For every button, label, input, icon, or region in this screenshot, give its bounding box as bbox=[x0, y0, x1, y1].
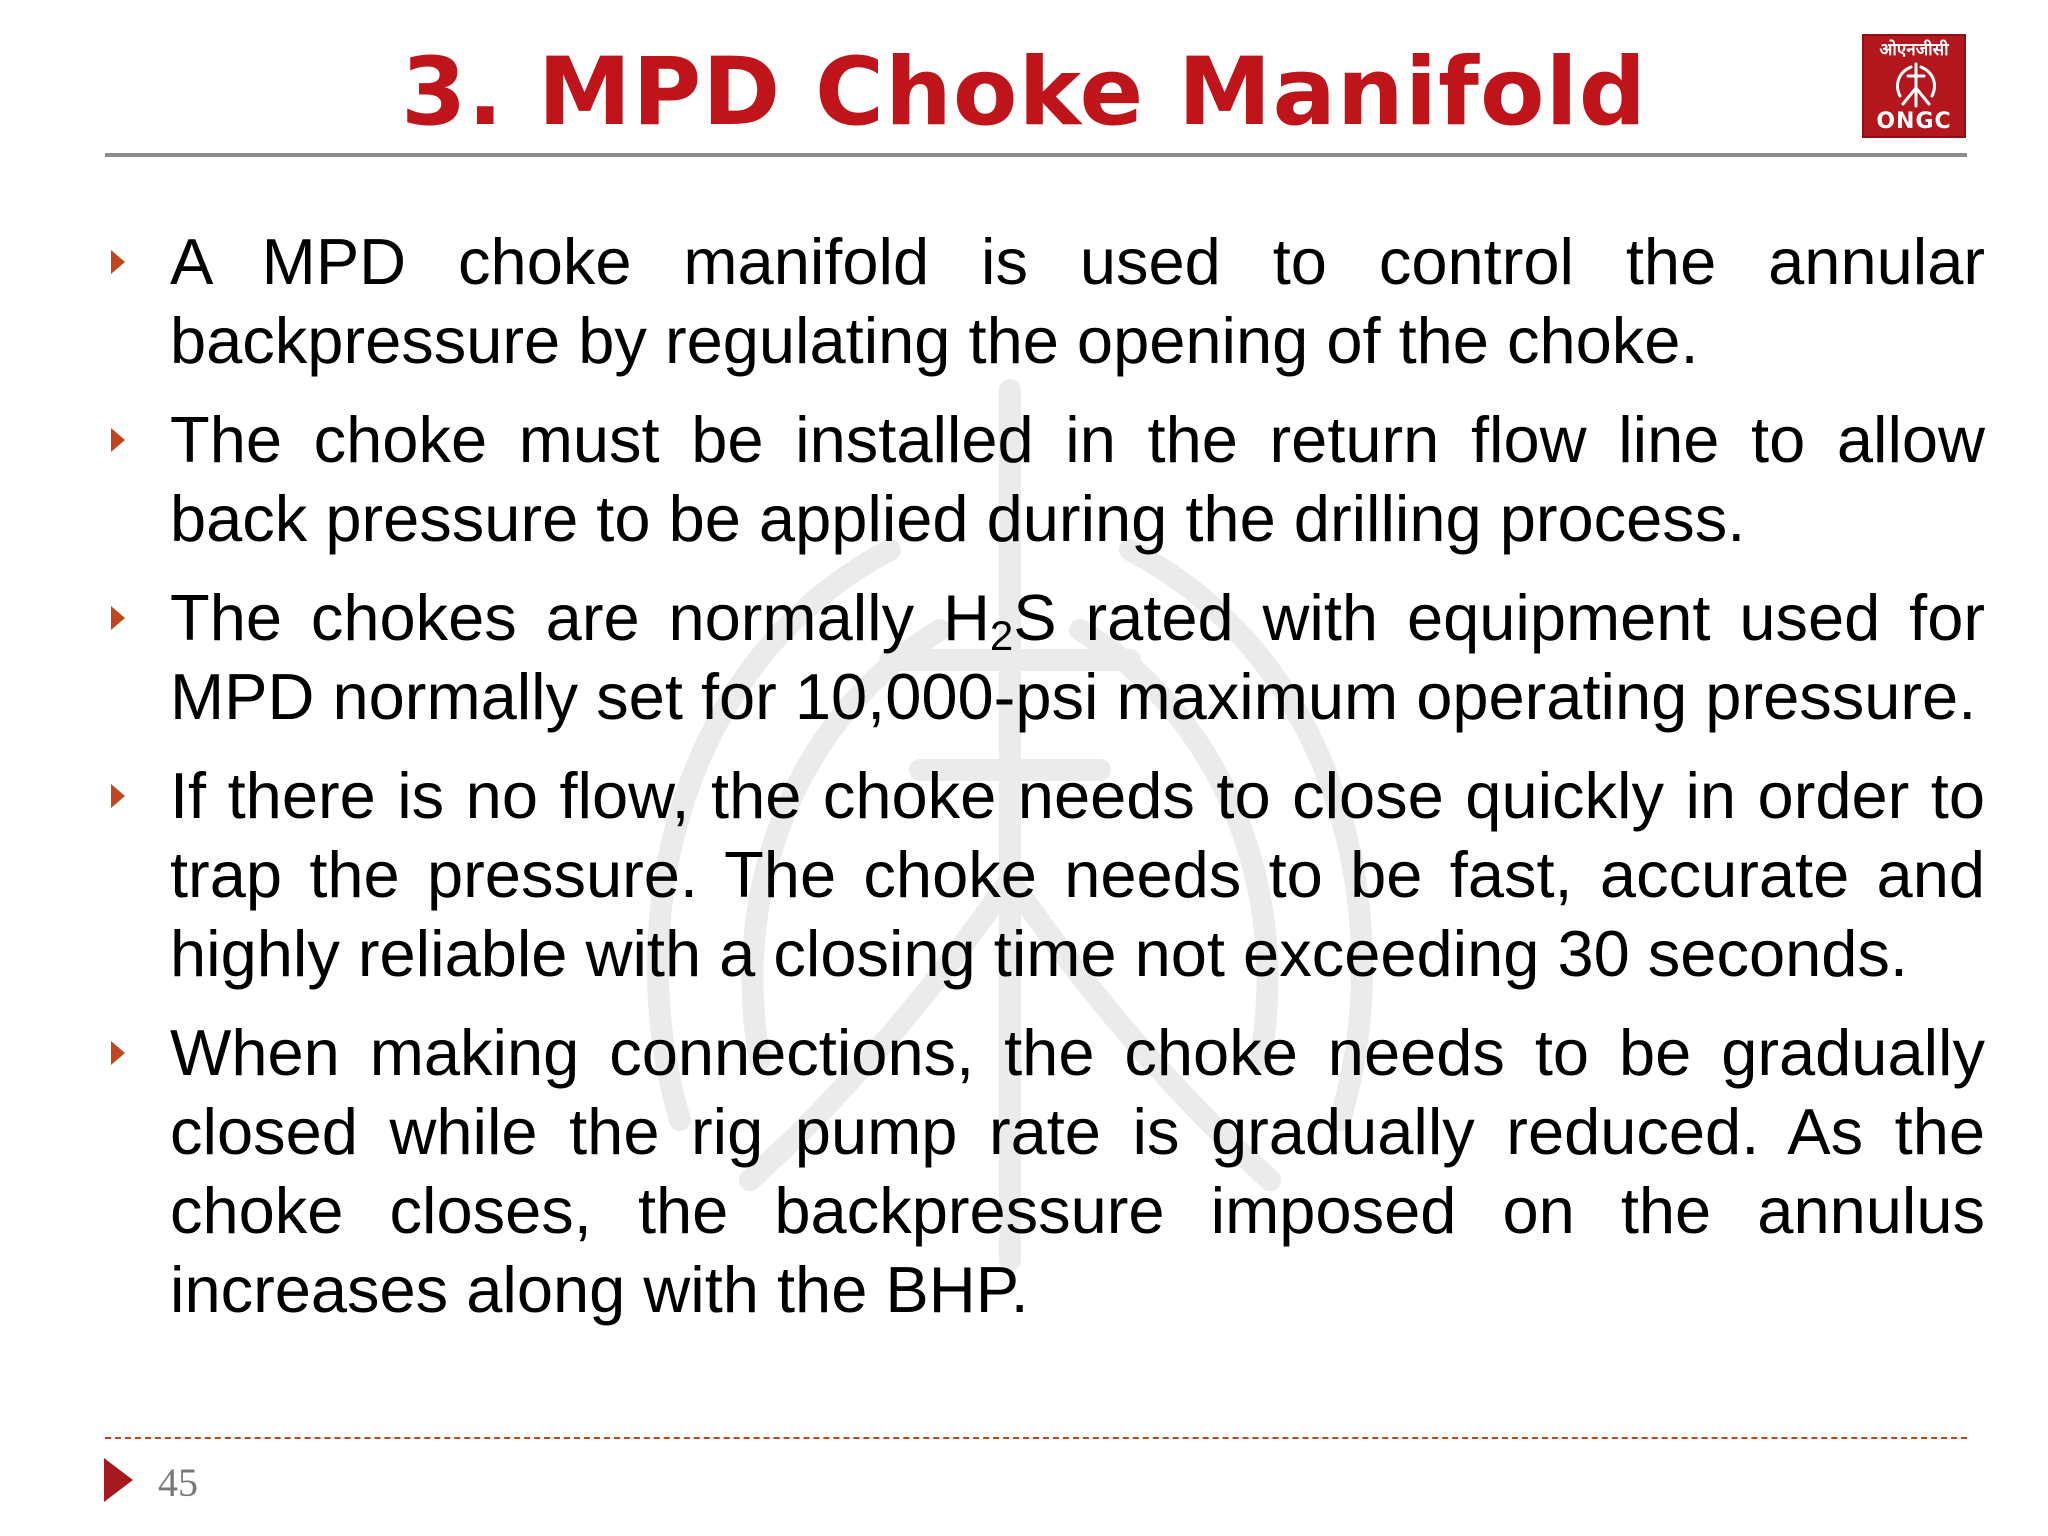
ongc-logo bbox=[1862, 34, 1966, 138]
bullet-text: When making connections, the choke needs to be gradually closed while the rig pump rate is gradually reduced. As the choke closes, the backpressure imposed on the annulus increases along with the BHP. bbox=[170, 1016, 1985, 1326]
bullet-item bbox=[105, 1013, 1985, 1329]
title-divider bbox=[105, 153, 1967, 157]
logo-text: ONGC bbox=[1876, 109, 1952, 134]
slide-title: 3. MPD Choke Manifold bbox=[400, 38, 1648, 147]
ongc-emblem-icon bbox=[1891, 62, 1941, 108]
footer-arrow-icon bbox=[104, 1458, 133, 1502]
bullet-text: The choke must be installed in the return flow line to allow back pressure to be applied during the drilling process. bbox=[170, 403, 1985, 555]
bullet-text: A MPD choke manifold is used to control the annular backpressure by regulating the opening of the choke. bbox=[170, 225, 1985, 377]
bullet-item bbox=[105, 400, 1985, 558]
logo-hindi-text: ओएनजीसी bbox=[1879, 40, 1949, 60]
bullet-text-part: S rated with equipment used for MPD normally set for 10,000-psi maximum operating pressure. bbox=[170, 581, 1986, 733]
triangle-bullet-icon bbox=[111, 1041, 125, 1065]
bullet-list bbox=[105, 222, 1985, 1349]
bullet-item bbox=[105, 222, 1985, 380]
h2s-subscript: 2 bbox=[989, 612, 1014, 659]
triangle-bullet-icon bbox=[111, 784, 125, 808]
page-number: 45 bbox=[158, 1460, 198, 1505]
bullet-text: If there is no flow, the choke needs to close quickly in order to trap the pressure. The choke needs to be fast, accurate and highly reliable with a closing time not exceeding 30 seconds. bbox=[170, 759, 1985, 990]
footer-divider bbox=[105, 1437, 1967, 1439]
triangle-bullet-icon bbox=[111, 428, 125, 452]
triangle-bullet-icon bbox=[111, 606, 125, 630]
bullet-item bbox=[105, 756, 1985, 993]
bullet-text-part: The chokes are normally H bbox=[170, 581, 990, 654]
bullet-text bbox=[170, 578, 1985, 736]
bullet-item bbox=[105, 578, 1985, 736]
triangle-bullet-icon bbox=[111, 250, 125, 274]
